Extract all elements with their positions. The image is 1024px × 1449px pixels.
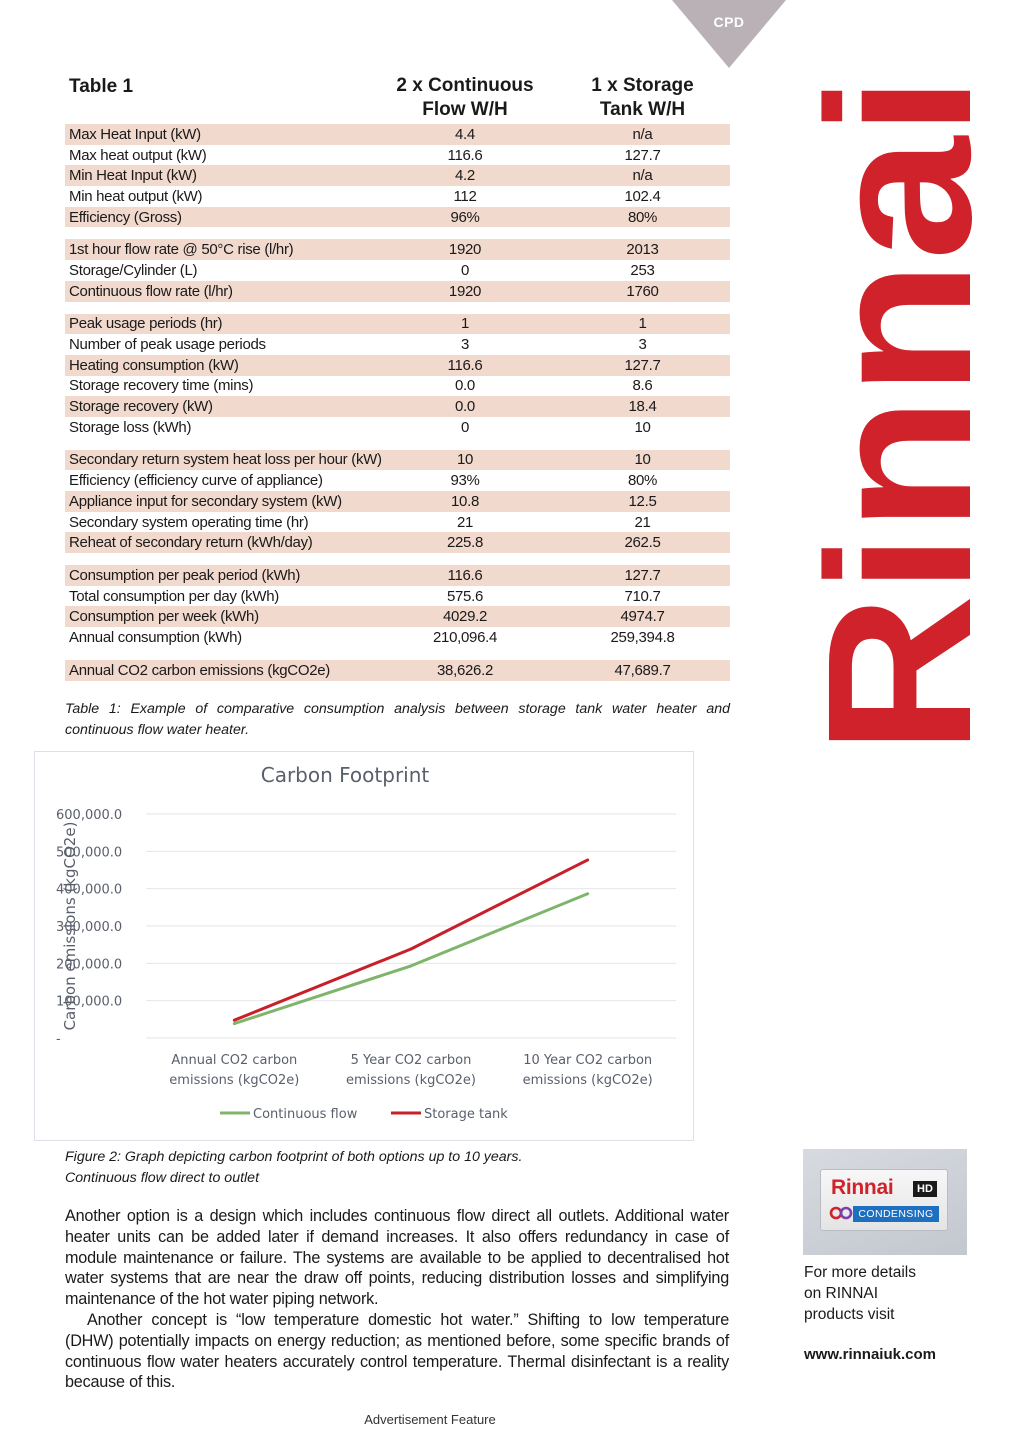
table-body <box>65 124 730 681</box>
product-condensing-tag: CONDENSING <box>853 1206 939 1222</box>
x-tick-label: emissions (kgCO2e) <box>345 1073 477 1088</box>
table-row <box>65 586 730 607</box>
row-label: Heating consumption (kW) <box>69 356 239 374</box>
row-label: Min heat output (kW) <box>69 187 203 205</box>
row-label: Secondary return system heat loss per hour (kW) <box>69 451 382 469</box>
storage-value: 127.7 <box>624 356 661 374</box>
row-label: Storage recovery (kW) <box>69 398 213 416</box>
table-row <box>65 186 730 207</box>
row-label: Consumption per peak period (kWh) <box>69 566 301 584</box>
continuous-value: 225.8 <box>446 534 484 552</box>
table-row <box>65 124 730 145</box>
continuous-value: 116.6 <box>447 566 483 584</box>
table-row <box>65 660 730 681</box>
storage-value: 12.5 <box>628 492 657 510</box>
row-label: Number of peak usage periods <box>69 336 266 354</box>
chart-title: Carbon Footprint <box>260 763 430 787</box>
storage-value: 80% <box>627 208 658 226</box>
continuous-value: 21 <box>456 513 474 531</box>
row-label: Peak usage periods (hr) <box>69 315 223 333</box>
storage-value: 127.7 <box>624 566 661 584</box>
data-point <box>410 964 413 967</box>
figure-caption-line-2: Continuous flow direct to outlet <box>65 1170 260 1186</box>
carbon-footprint-chart <box>34 751 694 1141</box>
storage-value: 262.5 <box>624 534 661 552</box>
continuous-value: 1920 <box>448 282 482 300</box>
column-header-continuous: 2 x Continuous Flow W/H <box>396 75 534 120</box>
continuous-value: 112 <box>453 187 477 205</box>
table-row <box>65 417 730 438</box>
table-group-gap <box>65 227 730 239</box>
row-label: Efficiency (Gross) <box>69 208 182 226</box>
table-row <box>65 355 730 376</box>
infinity-icon <box>829 1205 853 1221</box>
continuous-value: 0.0 <box>455 377 475 395</box>
y-tick-label: 300,000.0 <box>56 920 123 935</box>
data-point <box>586 858 589 861</box>
y-tick-label: 600,000.0 <box>56 808 123 823</box>
row-label: Max Heat Input (kW) <box>69 125 201 143</box>
cpd-badge <box>672 0 786 68</box>
series-line-storage-tank <box>234 860 587 1020</box>
y-tick-label: 100,000.0 <box>56 994 123 1010</box>
x-tick-label: emissions (kgCO2e) <box>169 1073 300 1088</box>
table-row <box>65 260 730 281</box>
table-row <box>65 565 730 586</box>
table-row <box>65 512 730 533</box>
storage-value: 10 <box>634 418 651 436</box>
table-row <box>65 470 730 491</box>
figure-caption <box>65 1147 730 1189</box>
storage-value: 8.6 <box>632 377 653 395</box>
continuous-value: 96% <box>450 208 480 226</box>
table-row <box>65 376 730 397</box>
continuous-value: 10.8 <box>451 492 479 510</box>
storage-value: 47,689.7 <box>614 661 671 679</box>
table-row <box>65 450 730 471</box>
row-label: Consumption per week (kWh) <box>69 608 259 626</box>
row-label: Storage loss (kWh) <box>69 418 192 436</box>
row-label: Secondary system operating time (hr) <box>69 513 309 531</box>
table-caption: Table 1: Example of comparative consumption analysis between storage tank water heater and continuous flow water heater. <box>65 701 730 738</box>
continuous-value: 575.6 <box>446 587 484 605</box>
storage-value: 10 <box>634 451 651 469</box>
comparison-table <box>65 74 730 681</box>
continuous-value: 210,096.4 <box>432 628 498 646</box>
product-brand: Rinnai <box>831 1176 894 1199</box>
table-row <box>65 532 730 553</box>
continuous-value: 3 <box>460 336 470 354</box>
table-group-gap <box>65 302 730 314</box>
row-label: Min Heat Input (kW) <box>69 167 197 185</box>
continuous-value: 1 <box>460 315 470 333</box>
storage-value: 259,394.8 <box>610 628 675 646</box>
row-label: Continuous flow rate (l/hr) <box>69 282 233 300</box>
table-row <box>65 396 730 417</box>
storage-value: 2013 <box>626 241 659 259</box>
table-header <box>65 74 730 124</box>
storage-value: 710.7 <box>624 587 661 605</box>
row-label: Reheat of secondary return (kWh/day) <box>69 534 313 552</box>
continuous-value: 4.4 <box>455 125 475 143</box>
data-point <box>586 892 589 895</box>
continuous-value: 4.2 <box>455 167 475 185</box>
table-group-gap <box>65 438 730 450</box>
continuous-value: 93% <box>450 472 480 490</box>
row-label: Annual consumption (kWh) <box>69 628 242 646</box>
continuous-value: 4029.2 <box>442 608 488 626</box>
x-tick-label: 10 Year CO2 carbon <box>523 1053 653 1068</box>
data-point <box>410 947 413 950</box>
continuous-value: 0 <box>460 261 470 279</box>
y-tick-label: 400,000.0 <box>56 882 123 898</box>
y-tick-label: - <box>56 1032 61 1047</box>
data-point <box>233 1022 236 1025</box>
storage-value: 80% <box>627 472 658 490</box>
row-label: Total consumption per day (kWh) <box>69 587 279 605</box>
storage-value: 1 <box>638 315 647 333</box>
row-label: Storage/Cylinder (L) <box>69 261 198 279</box>
table-row <box>65 606 730 627</box>
table-row <box>65 281 730 302</box>
row-label: Max heat output (kW) <box>69 146 207 164</box>
storage-value: 1760 <box>626 282 659 300</box>
table-row <box>65 314 730 335</box>
rinnai-logo-text: Rinnai <box>785 128 1014 755</box>
row-label: Annual CO2 carbon emissions (kgCO2e) <box>69 661 330 679</box>
more-details-text: For more details on RINNAI products visit <box>804 1264 916 1323</box>
series-line-continuous-flow <box>234 894 587 1024</box>
product-image <box>803 1149 967 1255</box>
cpd-triangle-icon <box>672 0 786 68</box>
storage-value: 21 <box>634 513 651 531</box>
data-point <box>233 1019 236 1022</box>
storage-value: 18.4 <box>628 398 657 416</box>
continuous-value: 116.6 <box>447 146 483 164</box>
article-body <box>65 1206 729 1393</box>
continuous-value: 0.0 <box>455 398 475 416</box>
legend-label: Storage tank <box>424 1107 508 1122</box>
x-tick-label: Annual CO2 carbon <box>171 1053 298 1068</box>
table-row <box>65 334 730 355</box>
cpd-label: CPD <box>713 14 745 30</box>
rinnai-logo-vertical <box>785 70 1014 755</box>
y-axis-label: Carbon emissions (kgCO2e) <box>61 821 79 1031</box>
storage-value: 102.4 <box>624 187 661 205</box>
y-tick-label: 500,000.0 <box>56 845 123 861</box>
y-tick-label: 200,000.0 <box>56 957 123 973</box>
continuous-value: 0 <box>460 418 470 436</box>
figure-caption-line-1: Figure 2: Graph depicting carbon footprint of both options up to 10 years. <box>65 1149 523 1165</box>
x-tick-label: 5 Year CO2 carbon <box>350 1053 472 1068</box>
x-tick-label: emissions (kgCO2e) <box>522 1073 653 1088</box>
row-label: Storage recovery time (mins) <box>69 377 254 395</box>
row-label: 1st hour flow rate @ 50°C rise (l/hr) <box>69 241 294 259</box>
table-row <box>65 165 730 186</box>
continuous-value: 1920 <box>448 241 482 259</box>
table-row <box>65 491 730 512</box>
legend-label: Continuous flow <box>253 1107 358 1122</box>
row-label: Efficiency (efficiency curve of appliance) <box>69 472 323 490</box>
table-row <box>65 627 730 648</box>
table-group-gap <box>65 553 730 565</box>
continuous-value: 10 <box>456 451 474 469</box>
storage-value: 4974.7 <box>620 608 665 626</box>
product-panel <box>820 1169 948 1231</box>
website-link[interactable]: www.rinnaiuk.com <box>804 1346 936 1363</box>
table-title: Table 1 <box>69 76 134 97</box>
body-paragraph-1: Another option is a design which includes continuous flow direct all outlets. Additional water heater units can be added later if demand increases. It also offers redundancy in case of module maintenance or failure. The systems are available to be applied to decentralised hot water systems that are near the draw off points, reducing distribution losses and simplifying maintenance of the hot water piping network. <box>65 1207 729 1309</box>
product-hd-badge: HD <box>913 1181 937 1197</box>
storage-value: 127.7 <box>624 146 661 164</box>
body-paragraph-2: Another concept is “low temperature domestic hot water.” Shifting to low temperature (DHW) potentially impacts on energy reduction; as mentioned before, some specific brands of continuous flow water heaters accurately control temperature. Thermal disinfectant is a reality because of this. <box>65 1310 729 1392</box>
table-row <box>65 207 730 228</box>
storage-value: n/a <box>632 167 653 185</box>
table-group-gap <box>65 648 730 660</box>
continuous-value: 38,626.2 <box>437 661 493 679</box>
column-header-storage: 1 x Storage Tank W/H <box>591 75 694 120</box>
storage-value: 253 <box>630 261 655 279</box>
table-row <box>65 239 730 260</box>
storage-value: 3 <box>638 336 647 354</box>
continuous-value: 116.6 <box>447 356 483 374</box>
chart-svg <box>35 752 693 1140</box>
row-label: Appliance input for secondary system (kW) <box>69 492 342 510</box>
advertisement-footer: Advertisement Feature <box>364 1412 496 1427</box>
table-row <box>65 145 730 166</box>
storage-value: n/a <box>632 125 653 143</box>
